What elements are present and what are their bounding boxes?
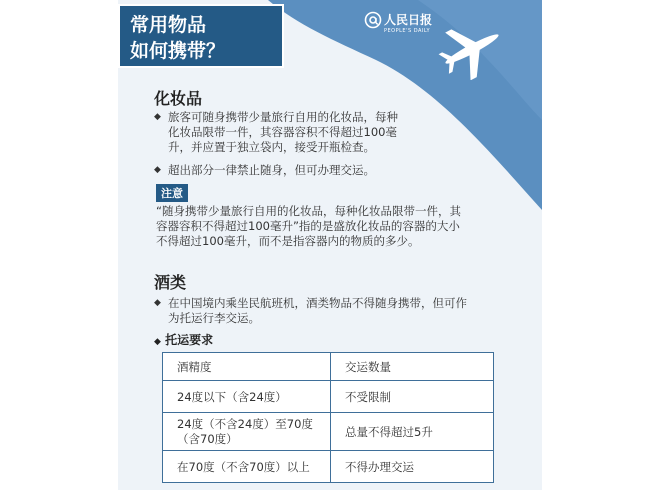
bullet-line: 在中国境内乘坐民航班机，酒类物品不得随身携带，但可作: [168, 296, 467, 310]
table-row: [163, 381, 494, 413]
table-row: [163, 413, 494, 451]
cosmetics-bullet-1: [154, 110, 484, 155]
table-cell: 在70度（不含70度）以上: [163, 451, 331, 483]
diamond-bullet-icon: ◆: [154, 112, 161, 122]
bullet-line: 旅客可随身携带少量旅行自用的化妆品，每种: [168, 110, 398, 124]
table-cell: 不受限制: [331, 381, 494, 413]
note-line: 容器容积不得超过100毫升”指的是盛放化妆品的容器的大小: [156, 219, 460, 233]
note-line: 不得超过100毫升，而不是指容器内的物质的多少。: [156, 234, 420, 248]
table-cell: 不得办理交运: [331, 451, 494, 483]
logo-subtext: PEOPLE'S DAILY: [384, 28, 431, 34]
table-cell: 24度以下（含24度）: [163, 381, 331, 413]
header-title-line2: 如何携带？: [130, 40, 226, 62]
note-line: “随身携带少量旅行自用的化妆品，每种化妆品限带一件，其: [156, 204, 461, 218]
table-row: [163, 451, 494, 483]
airplane-icon: [434, 18, 510, 80]
diamond-bullet-icon: ◆: [154, 165, 161, 175]
logo-text: 人民日报: [384, 13, 433, 27]
cosmetics-bullet-2: [154, 163, 484, 178]
alcohol-bullet: [154, 296, 514, 326]
header-title-box: [118, 4, 284, 68]
header-title-line1: 常用物品: [130, 14, 207, 36]
table-header-cell: 交运数量: [331, 353, 494, 381]
alcohol-table: [162, 352, 494, 483]
bullet-line: 化妆品限带一件，其容器容积不得超过100毫: [168, 125, 397, 139]
at-icon: [364, 11, 382, 29]
poster: [118, 0, 542, 490]
checked-requirements-heading: [154, 331, 213, 348]
alcohol-title: 酒类: [154, 273, 187, 292]
table-header-row: [163, 353, 494, 381]
bullet-line: 超出部分一律禁止随身，但可办理交运。: [168, 163, 375, 177]
bullet-line: 升，并应置于独立袋内，接受开瓶检查。: [168, 140, 375, 154]
diamond-bullet-icon: ◆: [154, 337, 161, 347]
note-label: 注意: [156, 184, 188, 202]
table-cell: 总量不得超过5升: [331, 413, 494, 451]
note-body: [156, 204, 516, 249]
table-cell: 24度（不含24度）至70度（含70度）: [163, 413, 331, 451]
checked-requirements-label: 托运要求: [165, 333, 214, 347]
cosmetics-title: 化妆品: [154, 89, 203, 108]
table-header-cell: 酒精度: [163, 353, 331, 381]
bullet-line: 为托运行李交运。: [168, 311, 260, 325]
diamond-bullet-icon: ◆: [154, 298, 161, 308]
